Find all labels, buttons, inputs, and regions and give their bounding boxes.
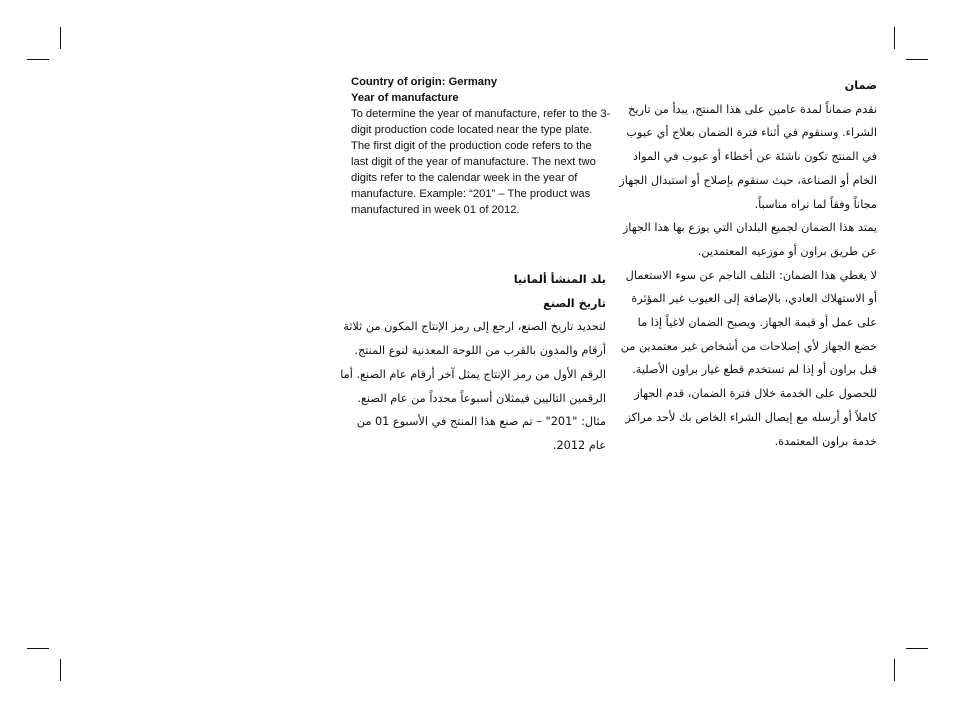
warranty-paragraph: لا يغطي هذا الضمان: التلف الناجم عن سوء الاستعمال أو الاستهلاك العادي، بالإضافة إلى العيوب غير المؤثرة على عمل أو قيمة الجهاز. ويصبح الضمان لاغياً إذا ما خضع الجهاز لأي إصلاحات من أشخاص غير معتمدين من قبل براون أو إذا لم تستخدم قطع غيار براون الأصلية. [620,268,877,377]
warranty-paragraph: للحصول على الخدمة خلال فترة الضمان، قدم الجهاز كاملاً أو أرسله مع إيصال الشراء الخاص بك لأحد مراكز خدمة براون المعتمدة. [625,387,877,448]
arabic-origin-section [340,268,606,458]
crop-mark [894,659,895,681]
crop-mark [906,59,928,60]
warranty-paragraph: يمتد هذا الضمان لجميع البلدان التي يوزع بها هذا الجهاز عن طريق براون أو موزعيه المعتمدين. [622,221,877,258]
english-origin-section [351,74,611,218]
arabic-year-heading: تاريخ الصنع [543,296,606,310]
crop-mark [60,27,61,49]
warranty-heading: ضمان [844,79,877,92]
warranty-paragraph: نقدم ضماناً لمدة عامين على هذا المنتج، يبدأ من تاريخ الشراء. وسنقوم في أثناء فترة الضمان بعلاج أي عيوب في المنتج تكون ناشئة عن أخطاء أو عيوب في المواد الخام أو الصناعة، حيث سنقوم بإصلاح أو استبدال الجهاز مجاناً وفقاً لما نراه مناسباً. [619,102,877,211]
arabic-warranty-section [615,74,877,453]
arabic-year-paragraph: لتحديد تاريخ الصنع، ارجع إلى رمز الإنتاج المكون من ثلاثة أرقام والمدون بالقرب من اللوحة المعدنية لنوع المنتج. [343,320,606,358]
crop-mark [27,59,49,60]
country-of-origin-heading: Country of origin: Germany [351,76,498,88]
arabic-country-heading: بلد المنشأ ألمانيا [513,273,606,286]
crop-mark [60,659,61,681]
crop-mark [894,27,895,49]
year-of-manufacture-text: To determine the year of manufacture, refer to the 3-digit production code located near the type plate. The first digit of the production code refers to the last digit of the year of manufacture. The next two digits refer to the calendar week in the year of manufacture. Example: “201” – The product was manufactured in week 01 of 2012. [351,108,611,216]
arabic-year-paragraph: الرقم الأول من رمز الإنتاج يمثل آخر أرقام عام الصنع. أما الرقمين التاليين فيمثلان أسبوعاً محدداً من عام الصنع. مثال: "201" – تم صنع هذا المنتج في الأسبوع 01 من عام 2012. [340,367,606,452]
crop-mark [906,648,928,649]
year-of-manufacture-heading: Year of manufacture [351,92,459,104]
crop-mark [27,648,49,649]
